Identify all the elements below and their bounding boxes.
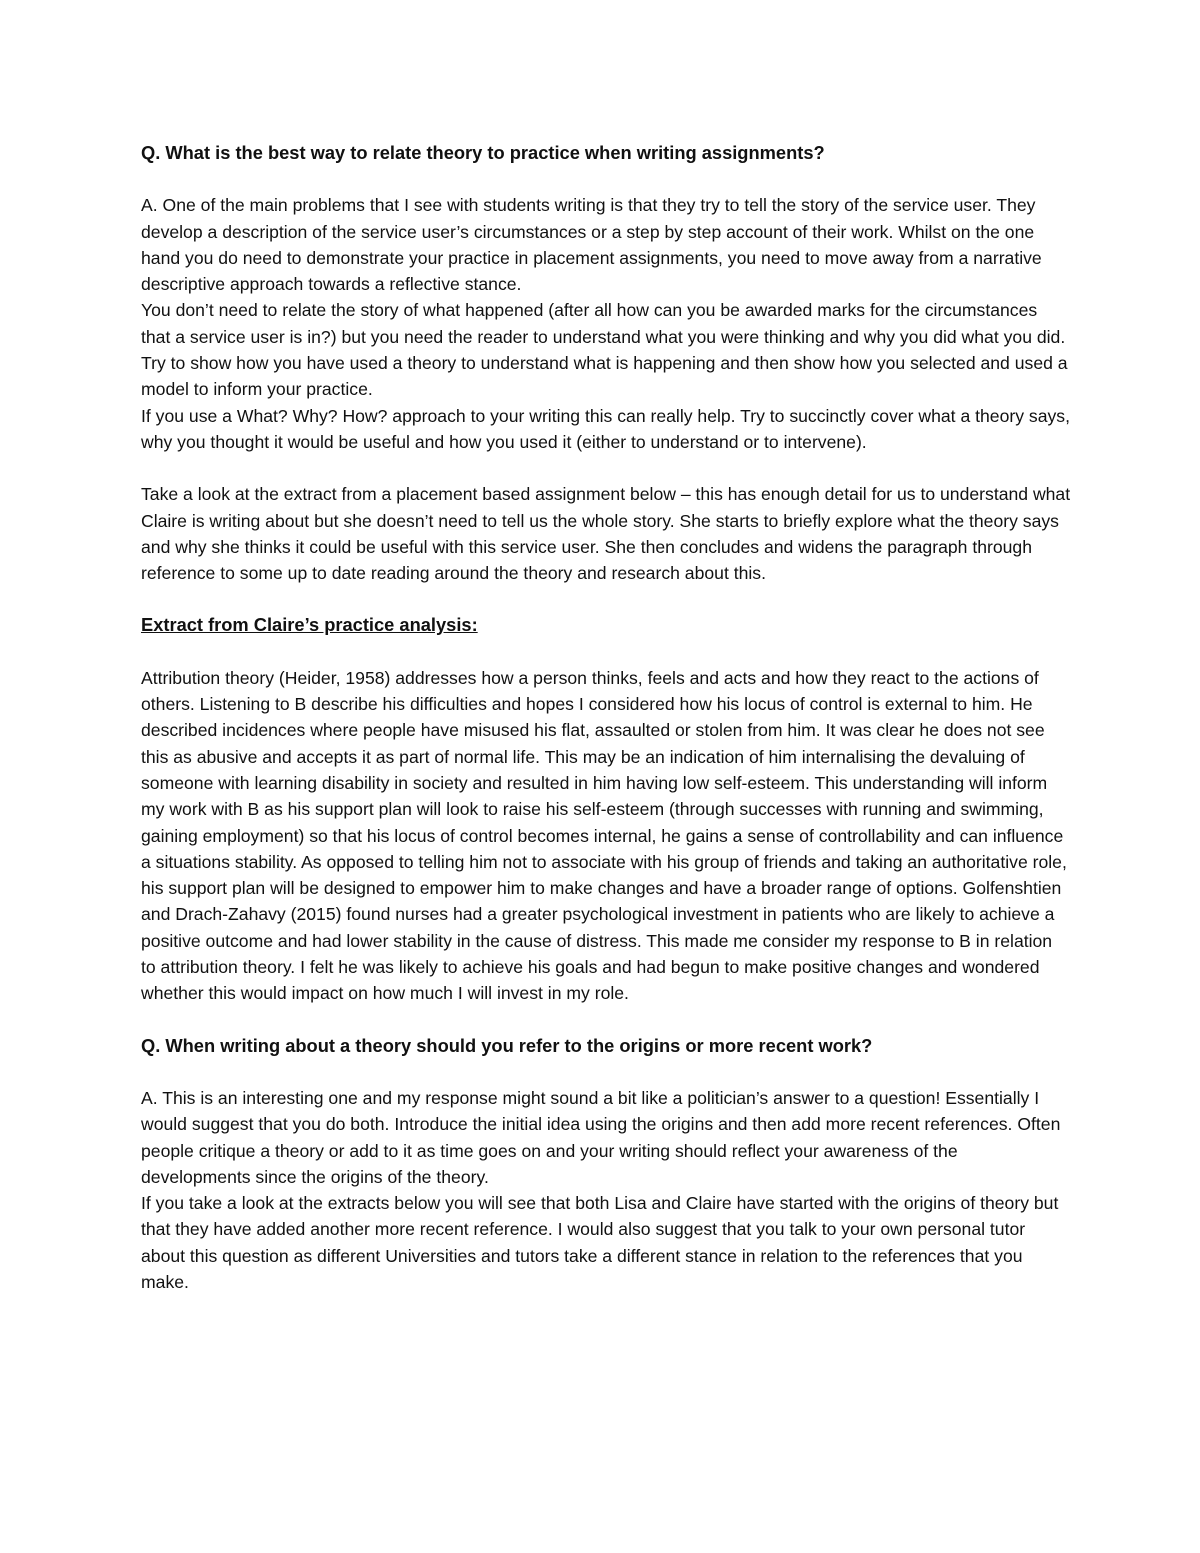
spacer	[141, 455, 1071, 481]
spacer	[141, 1007, 1071, 1033]
question-1: Q. What is the best way to relate theory to practice when writing assignments?	[141, 142, 825, 163]
answer-1-paragraph-1: A. One of the main problems that I see with students writing is that they try to tell the story of the service user. They develop a description of the service user’s circumstances or a step by step account of their work. Whilst on the one hand you do need to demonstrate your practice in placement assignments, you need to move away from a narrative descriptive approach towards a reflective stance.	[141, 195, 1042, 295]
spacer	[141, 639, 1071, 665]
question-2: Q. When writing about a theory should you refer to the origins or more recent work?	[141, 1034, 873, 1056]
answer-1-paragraph-3: If you use a What? Why? How? approach to your writing this can really help. Try to succinctly cover what a theory says, why you thought it would be useful and how you used it (either to understand or to intervene).	[141, 405, 1070, 452]
extract-body: Attribution theory (Heider, 1958) addresses how a person thinks, feels and acts and how they react to the actions of others. Listening to B describe his difficulties and hopes I considered how his locus of control is external to him. He described incidences where people have misused his flat, assaulted or stolen from him. It was clear he does not see this as abusive and accepts it as part of normal life. This may be an indication of him internalising the devaluing of someone with learning disability in society and resulted in him having low self-esteem. This understanding will inform my work with B as his support plan will look to raise his self-esteem (through successes with running and swimming, gaining employment) so that his locus of control becomes internal, he gains a sense of controllability and can influence a situations stability. As opposed to telling him not to associate with his group of friends and taking an authoritative role, his support plan will be designed to empower him to make changes and have a broader range of options. Golfenshtien and Drach-Zahavy (2015) found nurses had a greater psychological investment in patients who are likely to achieve a positive outcome and had lower stability in the cause of distress. This made me consider my response to B in relation to attribution theory. I felt he was likely to achieve his goals and had begun to make positive changes and wondered whether this would impact on how much I will invest in my role.	[141, 667, 1067, 1004]
answer-2-paragraph-2: If you take a look at the extracts below you will see that both Lisa and Claire have started with the origins of theory but that they have added another more recent reference. I would also suggest that you talk to your own personal tutor about this question as different Universities and tutors take a different stance in relation to the references that you make.	[141, 1193, 1059, 1292]
answer-2-paragraph-1: A. This is an interesting one and my response might sound a bit like a politician’s answer to a question! Essentially I would suggest that you do both. Introduce the initial idea using the origins and then add more recent references. Often people critique a theory or add to it as time goes on and your writing should reflect your awareness of the developments since the origins of the theory.	[141, 1087, 1061, 1187]
spacer	[141, 1059, 1071, 1085]
extract-heading: Extract from Claire’s practice analysis:	[141, 614, 478, 636]
answer-1-paragraph-4: Take a look at the extract from a placement based assignment below – this has enough detail for us to understand what Claire is writing about but she doesn’t need to tell us the whole story. She starts to briefly explore what the theory says and why she thinks it could be useful with this service user. She then concludes and widens the paragraph through reference to some up to date reading around the theory and research about this.	[141, 484, 1071, 584]
spacer	[141, 586, 1071, 612]
spacer	[141, 166, 1071, 192]
document-page	[141, 140, 1071, 1295]
answer-1-paragraph-2: You don’t need to relate the story of what happened (after all how can you be awarded marks for the circumstances that a service user is in?) but you need the reader to understand what you were thinking and why you did what you did. Try to show how you have used a theory to understand what is happening and then show how you selected and used a model to inform your practice.	[141, 300, 1068, 400]
